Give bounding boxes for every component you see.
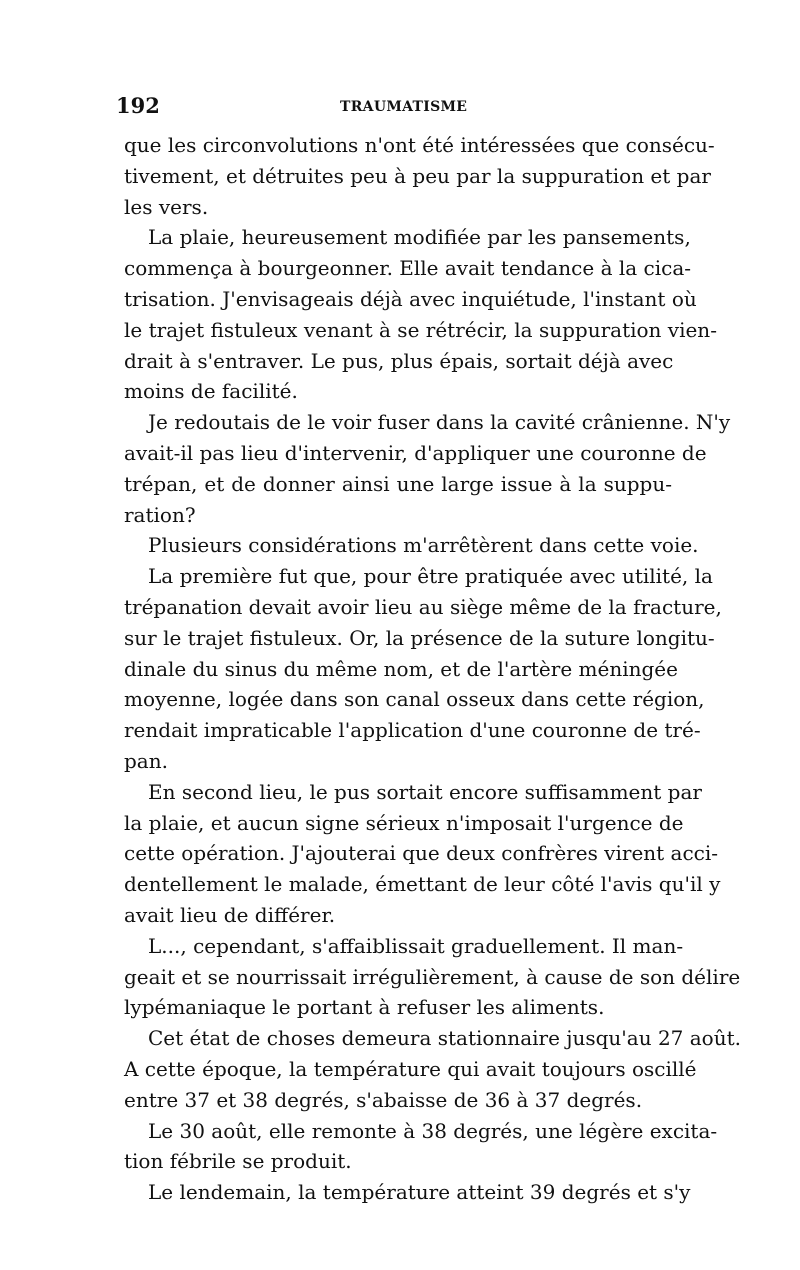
text-line: tion fébrile se produit. <box>124 1149 352 1174</box>
page-number: 192 <box>116 93 160 118</box>
text-line: trisation. J'envisageais déjà avec inquiétude, l'instant où <box>124 286 697 311</box>
text-line: ration? <box>124 502 196 527</box>
text-line: la plaie, et aucun signe sérieux n'imposait l'urgence de <box>124 810 684 835</box>
text-line: Le 30 août, elle remonte à 38 degrés, une légère excita- <box>148 1118 718 1143</box>
body-text <box>124 130 741 1208</box>
text-line: Plusieurs considérations m'arrêtèrent dans cette voie. <box>148 533 699 558</box>
text-line: avait lieu de différer. <box>124 902 336 927</box>
text-line: dinale du sinus du même nom, et de l'artère méningée <box>124 656 678 681</box>
text-line: entre 37 et 38 degrés, s'abaisse de 36 à 37 degrés. <box>124 1087 643 1112</box>
text-line: moyenne, logée dans son canal osseux dans cette région, <box>124 687 705 712</box>
text-line: trépan, et de donner ainsi une large issue à la suppu- <box>124 471 672 496</box>
text-line: que les circonvolutions n'ont été intéressées que consécu- <box>124 133 715 157</box>
text-line: A cette époque, la température qui avait toujours oscillé <box>124 1056 697 1081</box>
text-line: La plaie, heureusement modifiée par les pansements, <box>148 225 691 250</box>
text-line: geait et se nourrissait irrégulièrement, à cause de son délire <box>124 964 741 989</box>
text-line: sur le trajet fistuleux. Or, la présence de la suture longitu- <box>124 625 715 650</box>
text-line: dentellement le malade, émettant de leur côté l'avis qu'il y <box>124 872 721 897</box>
text-line: moins de facilité. <box>124 379 298 404</box>
text-line: L..., cependant, s'affaiblissait graduellement. Il man- <box>148 933 684 958</box>
text-line: En second lieu, le pus sortait encore suffisamment par <box>148 779 702 804</box>
text-line: trépanation devait avoir lieu au siège même de la fracture, <box>124 594 722 619</box>
text-line: La première fut que, pour être pratiquée avec utilité, la <box>148 564 713 589</box>
text-line: les vers. <box>124 194 209 219</box>
text-line: le trajet fistuleux venant à se rétrécir, la suppuration vien- <box>124 317 717 342</box>
text-line: cette opération. J'ajouterai que deux confrères virent acci- <box>124 841 719 866</box>
text-line: avait-il pas lieu d'intervenir, d'appliquer une couronne de <box>124 440 707 465</box>
text-line: pan. <box>124 748 168 773</box>
text-line: Le lendemain, la température atteint 39 degrés et s'y <box>148 1180 691 1205</box>
text-line: lypémaniaque le portant à refuser les aliments. <box>124 995 605 1020</box>
running-title: TRAUMATISME <box>340 99 468 115</box>
text-line: Je redoutais de le voir fuser dans la cavité crânienne. N'y <box>148 410 731 435</box>
text-line: Cet état de choses demeura stationnaire jusqu'au 27 août. <box>148 1026 741 1051</box>
page-header <box>116 94 674 118</box>
text-line: rendait impraticable l'application d'une couronne de tré- <box>124 718 701 743</box>
text-line: drait à s'entraver. Le pus, plus épais, sortait déjà avec <box>124 348 674 373</box>
text-line: commença à bourgeonner. Elle avait tendance à la cica- <box>124 256 692 281</box>
text-line: tivement, et détruites peu à peu par la suppuration et par <box>124 163 711 188</box>
